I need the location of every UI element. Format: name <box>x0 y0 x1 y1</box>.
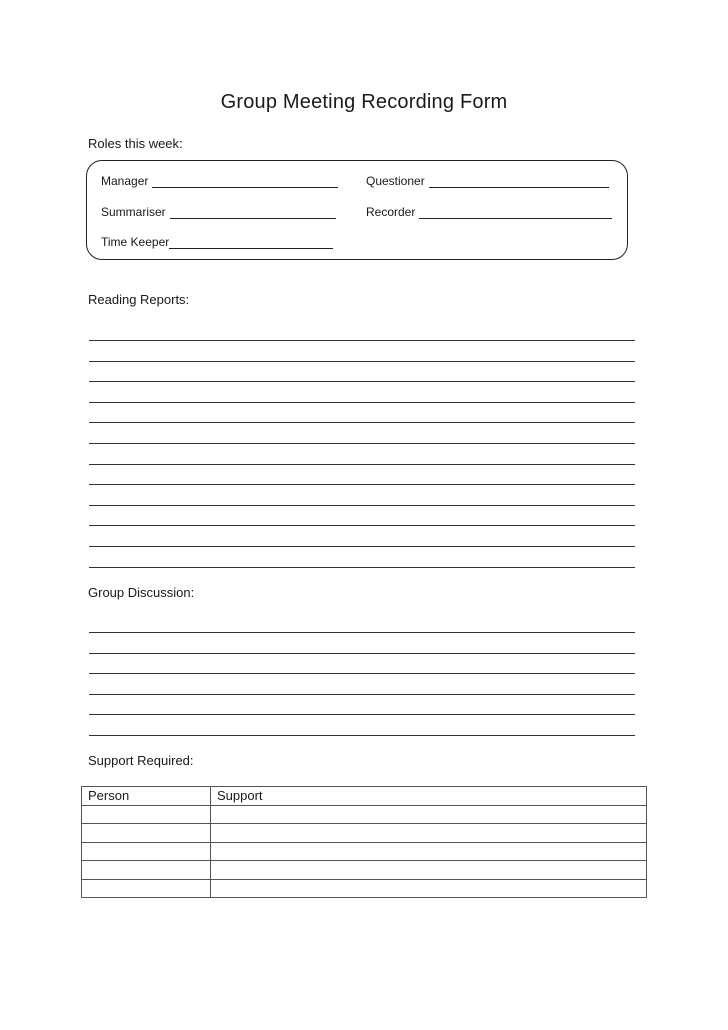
reading-report-line[interactable] <box>89 361 635 362</box>
role-summariser <box>101 205 336 219</box>
timekeeper-label: Time Keeper <box>101 235 170 249</box>
recorder-field[interactable] <box>419 207 612 219</box>
roles-box <box>86 160 628 260</box>
person-column-header: Person <box>82 787 211 806</box>
reading-report-line[interactable] <box>89 422 635 423</box>
support-cell[interactable] <box>211 842 647 861</box>
group-discussion-heading: Group Discussion: <box>88 585 195 600</box>
support-row <box>82 805 647 824</box>
person-cell[interactable] <box>82 879 211 898</box>
reading-report-line[interactable] <box>89 484 635 485</box>
support-cell[interactable] <box>211 824 647 843</box>
roles-heading: Roles this week: <box>88 136 183 151</box>
support-table <box>81 786 647 898</box>
summariser-label: Summariser <box>101 205 166 219</box>
discussion-line[interactable] <box>89 653 635 654</box>
discussion-line[interactable] <box>89 735 635 736</box>
person-cell[interactable] <box>82 805 211 824</box>
support-row <box>82 824 647 843</box>
reading-report-line[interactable] <box>89 464 635 465</box>
reading-report-line[interactable] <box>89 505 635 506</box>
recorder-label: Recorder <box>366 205 416 219</box>
support-cell[interactable] <box>211 861 647 880</box>
reading-report-line[interactable] <box>89 402 635 403</box>
summariser-field[interactable] <box>170 207 336 219</box>
timekeeper-field[interactable] <box>169 237 333 249</box>
support-cell[interactable] <box>211 805 647 824</box>
questioner-field[interactable] <box>429 176 609 188</box>
reading-report-line[interactable] <box>89 525 635 526</box>
discussion-line[interactable] <box>89 632 635 633</box>
support-column-header: Support <box>211 787 647 806</box>
support-row <box>82 879 647 898</box>
reading-report-line[interactable] <box>89 443 635 444</box>
reading-report-line[interactable] <box>89 567 635 568</box>
support-row <box>82 861 647 880</box>
manager-label: Manager <box>101 174 149 188</box>
form-title: Group Meeting Recording Form <box>220 91 508 113</box>
discussion-line[interactable] <box>89 694 635 695</box>
reading-report-line[interactable] <box>89 340 635 341</box>
reading-report-line[interactable] <box>89 381 635 382</box>
role-manager <box>101 174 338 188</box>
reading-report-line[interactable] <box>89 546 635 547</box>
discussion-line[interactable] <box>89 673 635 674</box>
questioner-label: Questioner <box>366 174 425 188</box>
support-header-row <box>82 787 647 806</box>
support-required-heading: Support Required: <box>88 753 194 768</box>
manager-field[interactable] <box>152 176 338 188</box>
reading-reports-heading: Reading Reports: <box>88 292 190 307</box>
discussion-line[interactable] <box>89 714 635 715</box>
role-timekeeper <box>101 235 333 249</box>
role-questioner <box>366 174 609 188</box>
person-cell[interactable] <box>82 842 211 861</box>
role-recorder <box>366 205 612 219</box>
person-cell[interactable] <box>82 861 211 880</box>
support-row <box>82 842 647 861</box>
person-cell[interactable] <box>82 824 211 843</box>
support-cell[interactable] <box>211 879 647 898</box>
